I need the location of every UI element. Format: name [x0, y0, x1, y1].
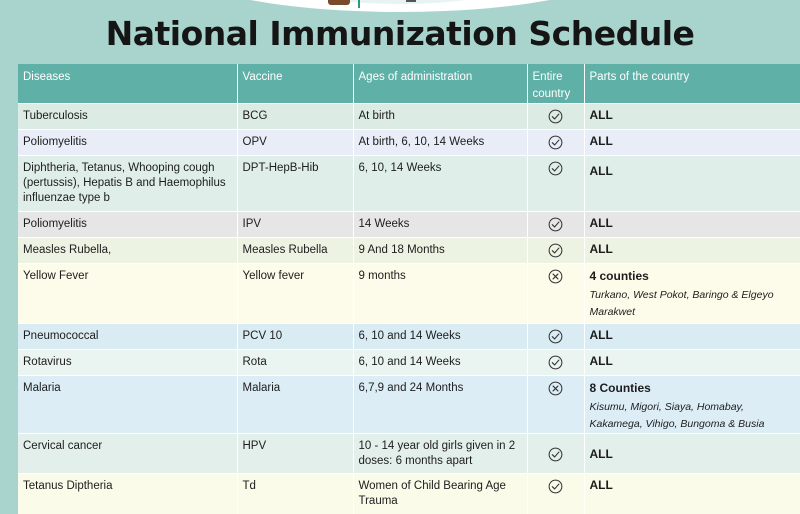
table-row: [18, 238, 800, 264]
entire-country-cell: [527, 212, 584, 238]
vaccine-cell: IPV: [237, 212, 353, 238]
header-vaccine: Vaccine: [237, 64, 353, 104]
entire-country-cell: [527, 324, 584, 350]
disease-cell: Poliomyelitis: [18, 130, 237, 156]
parts-cell: [584, 212, 800, 238]
parts-label: ALL: [589, 242, 613, 256]
parts-cell: [584, 104, 800, 130]
parts-cell: [584, 434, 800, 474]
ages-cell: At birth, 6, 10, 14 Weeks: [353, 130, 527, 156]
check-circle-icon: [548, 109, 563, 124]
page-title: National Immunization Schedule: [105, 14, 695, 53]
disease-cell: Yellow Fever: [18, 264, 237, 324]
ages-cell: 10 - 14 year old girls given in 2 doses: 6 months apart: [353, 434, 527, 474]
parts-label: ALL: [589, 328, 613, 342]
ages-cell: 6, 10 and 14 Weeks: [353, 350, 527, 376]
table-row: [18, 350, 800, 376]
entire-country-cell: [527, 350, 584, 376]
disease-cell: Pneumococcal: [18, 324, 237, 350]
ages-cell: Women of Child Bearing Age Trauma: [353, 474, 527, 514]
table-row: [18, 474, 800, 514]
table-row: [18, 156, 800, 212]
entire-country-cell: [527, 474, 584, 514]
table-row: [18, 264, 800, 324]
entire-country-cell: [527, 434, 584, 474]
parts-label: ALL: [589, 108, 613, 122]
parts-cell: [584, 376, 800, 434]
parts-label: ALL: [589, 354, 613, 368]
header-diseases: Diseases: [18, 64, 237, 104]
header-entire-country: Entire country: [527, 64, 584, 104]
vaccine-cell: Yellow fever: [237, 264, 353, 324]
vaccine-cell: Malaria: [237, 376, 353, 434]
entire-country-cell: [527, 238, 584, 264]
vaccine-cell: BCG: [237, 104, 353, 130]
ages-cell: 9 months: [353, 264, 527, 324]
check-circle-icon: [548, 135, 563, 150]
ages-cell: 14 Weeks: [353, 212, 527, 238]
disease-cell: Tetanus Diptheria: [18, 474, 237, 514]
ages-cell: At birth: [353, 104, 527, 130]
parts-label: 8 Counties: [589, 381, 651, 395]
parts-detail: Kisumu, Migori, Siaya, Homabay, Kakamega, Vihigo, Bungoma & Busia: [589, 401, 765, 430]
parts-cell: [584, 130, 800, 156]
ages-cell: 9 And 18 Months: [353, 238, 527, 264]
ages-cell: 6, 10, 14 Weeks: [353, 156, 527, 212]
disease-cell: Poliomyelitis: [18, 212, 237, 238]
disease-cell: Cervical cancer: [18, 434, 237, 474]
disease-cell: Measles Rubella,: [18, 238, 237, 264]
vaccine-cell: DPT-HepB-Hib: [237, 156, 353, 212]
check-circle-icon: [548, 479, 563, 494]
disease-cell: Malaria: [18, 376, 237, 434]
header-parts-of-country: Parts of the country: [584, 64, 800, 104]
vaccine-cell: PCV 10: [237, 324, 353, 350]
check-circle-icon: [548, 447, 563, 462]
entire-country-cell: [527, 264, 584, 324]
entire-country-cell: [527, 156, 584, 212]
check-circle-icon: [548, 243, 563, 258]
parts-label: ALL: [589, 164, 613, 178]
ages-cell: 6, 10 and 14 Weeks: [353, 324, 527, 350]
vaccine-cell: Td: [237, 474, 353, 514]
parts-cell: [584, 238, 800, 264]
entire-country-cell: [527, 376, 584, 434]
parts-label: ALL: [589, 478, 613, 492]
parts-cell: [584, 156, 800, 212]
vaccine-cell: HPV: [237, 434, 353, 474]
table-row: [18, 130, 800, 156]
parts-label: ALL: [589, 216, 613, 230]
ages-cell: 6,7,9 and 24 Months: [353, 376, 527, 434]
x-circle-icon: [548, 381, 563, 396]
parts-detail: Turkano, West Pokot, Baringo & Elgeyo Marakwet: [589, 289, 774, 318]
vaccine-cell: Rota: [237, 350, 353, 376]
check-circle-icon: [548, 355, 563, 370]
logo-text-fragment: [406, 0, 416, 2]
disease-cell: Tuberculosis: [18, 104, 237, 130]
parts-cell: [584, 474, 800, 514]
table-row: [18, 376, 800, 434]
parts-cell: [584, 324, 800, 350]
disease-cell: Diphtheria, Tetanus, Whooping cough (pertussis), Hepatis B and Haemophilus influenzae type b: [18, 156, 237, 212]
logo-divider: [358, 0, 360, 8]
table-row: [18, 212, 800, 238]
coat-of-arms-logo: [328, 0, 350, 5]
parts-cell: [584, 264, 800, 324]
parts-cell: [584, 350, 800, 376]
check-circle-icon: [548, 329, 563, 344]
disease-cell: Rotavirus: [18, 350, 237, 376]
table-row: [18, 434, 800, 474]
immunization-schedule-table: [18, 64, 800, 514]
x-circle-icon: [548, 269, 563, 284]
header-ages: Ages of administration: [353, 64, 527, 104]
vaccine-cell: OPV: [237, 130, 353, 156]
table-row: [18, 104, 800, 130]
check-circle-icon: [548, 161, 563, 176]
vaccine-cell: Measles Rubella: [237, 238, 353, 264]
entire-country-cell: [527, 130, 584, 156]
table-row: [18, 324, 800, 350]
entire-country-cell: [527, 104, 584, 130]
check-circle-icon: [548, 217, 563, 232]
parts-label: ALL: [589, 447, 613, 461]
parts-label: ALL: [589, 134, 613, 148]
parts-label: 4 counties: [589, 269, 649, 283]
table-header-row: [18, 64, 800, 104]
